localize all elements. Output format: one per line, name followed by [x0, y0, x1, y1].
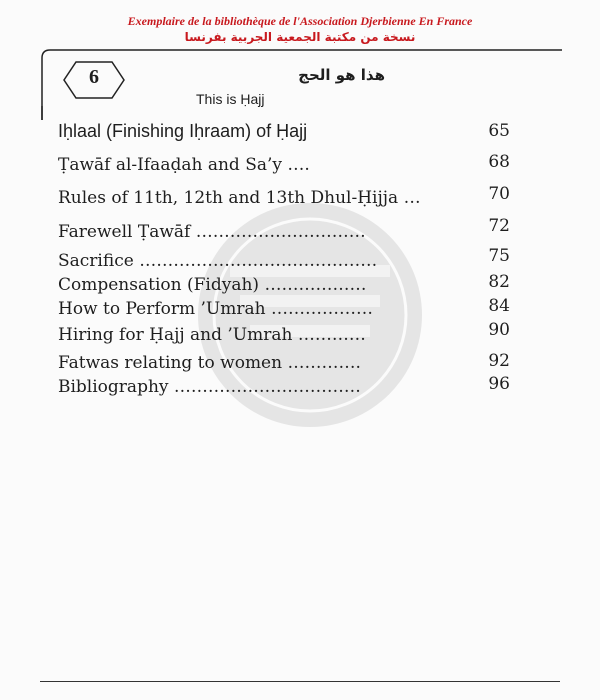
toc-page: 90	[488, 320, 510, 340]
toc-page: 92	[488, 351, 510, 371]
toc-page: 82	[488, 272, 510, 292]
toc-title: Iḥlaal (Finishing Iḥraam) of Ḥajj	[58, 121, 308, 141]
toc-title: Bibliography ……………………………	[58, 377, 361, 397]
toc-title: Sacrifice ……………………………………	[58, 251, 378, 271]
toc-title: Hiring for Ḥajj and ’Umrah …………	[58, 325, 366, 345]
stamp-french-text: Exemplaire de la bibliothèque de l'Association Djerbienne En France	[127, 14, 473, 28]
page-number: 6	[89, 66, 99, 88]
toc-page: 75	[488, 246, 510, 266]
toc-title: Rules of 11th, 12th and 13th Dhul-Ḥijja …	[58, 188, 421, 208]
toc-title: Compensation (Fidyah) ………………	[58, 275, 367, 295]
title-english: This is Ḥajj	[196, 91, 265, 107]
toc-title: Ṭawāf al-Ifaaḍah and Sa’y ….	[58, 155, 310, 175]
toc-page: 68	[488, 152, 510, 172]
stamp-arabic-text: نسخة من مكتبة الجمعية الجربية بفرنسا	[184, 30, 416, 44]
library-stamp	[0, 14, 600, 44]
toc-page: 84	[488, 296, 510, 316]
toc-page: 65	[488, 121, 510, 141]
title-arabic: هذا هو الحج	[298, 66, 385, 84]
toc-page: 72	[488, 216, 510, 236]
toc-title: Farewell Ṭawāf …………………………	[58, 222, 366, 242]
toc-page: 96	[488, 374, 510, 394]
footer-rule	[40, 681, 560, 682]
toc-title: How to Perform ’Umrah ………………	[58, 299, 373, 319]
toc-title: Fatwas relating to women ………….	[58, 353, 361, 373]
toc-page: 70	[488, 184, 510, 204]
